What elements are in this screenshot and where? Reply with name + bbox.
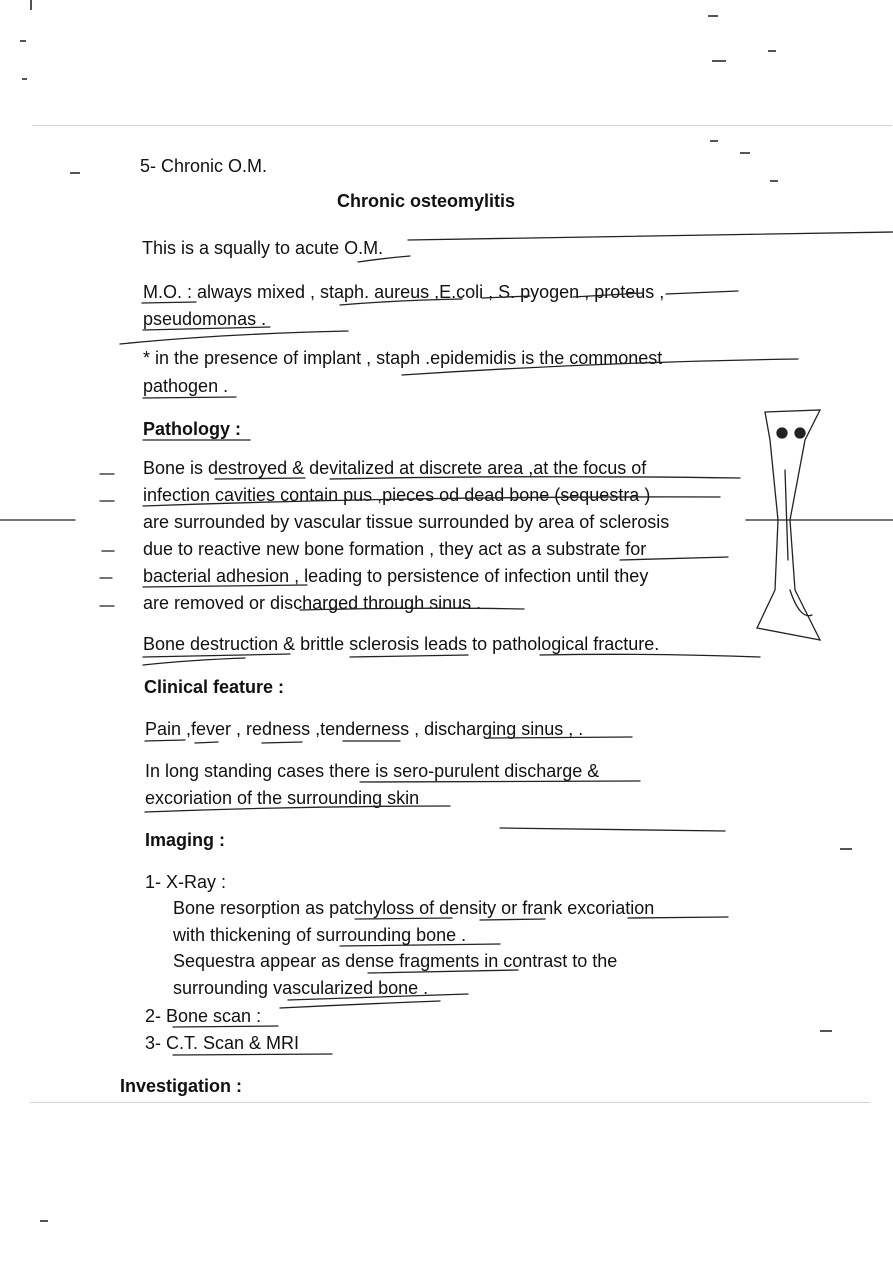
- pathology-line: are surrounded by vascular tissue surrounded by area of sclerosis: [143, 512, 670, 532]
- bone-scan-item: 2- Bone scan :: [145, 1006, 262, 1026]
- pathology-heading: Pathology :: [143, 419, 241, 439]
- symptoms-text: Pain ,fever , redness ,tenderness , discharging sinus , .: [145, 719, 584, 739]
- intro-text: This is a squally to acute O.M.: [142, 238, 384, 258]
- pathology-line: bacterial adhesion , leading to persistence of infection until they: [143, 566, 649, 586]
- long-standing-line-2: excoriation of the surrounding skin: [145, 788, 420, 808]
- ct-mri-item: 3- C.T. Scan & MRI: [145, 1033, 300, 1053]
- pathology-line: are removed or discharged through sinus .: [143, 593, 482, 613]
- mo-line-1: M.O. : always mixed , staph. aureus ,E.coli , S. pyogen , proteus ,: [143, 282, 665, 302]
- implant-line-1: * in the presence of implant , staph .epidemidis is the commonest: [143, 348, 663, 368]
- xray-line: Bone resorption as patchyloss of density or frank excoriation: [173, 898, 655, 918]
- xray-label: 1- X-Ray :: [145, 872, 227, 892]
- long-standing-line-1: In long standing cases there is sero-purulent discharge &: [145, 761, 600, 781]
- xray-line: Sequestra appear as dense fragments in contrast to the: [173, 951, 618, 971]
- imaging-heading: Imaging :: [145, 830, 225, 850]
- clinical-heading: Clinical feature :: [144, 677, 285, 697]
- pathology-line: Bone is destroyed & devitalized at discrete area ,at the focus of: [143, 458, 647, 478]
- xray-line: with thickening of surrounding bone .: [173, 925, 467, 945]
- implant-line-2: pathogen .: [143, 376, 229, 396]
- xray-line: surrounding vascularized bone .: [173, 978, 429, 998]
- investigation-heading: Investigation :: [120, 1076, 243, 1096]
- mo-line-2: pseudomonas .: [143, 309, 267, 329]
- section-label: 5- Chronic O.M.: [140, 156, 268, 176]
- fracture-text: Bone destruction & brittle sclerosis leads to pathological fracture.: [143, 634, 660, 654]
- page-title: Chronic osteomylitis: [337, 191, 516, 211]
- pathology-line: infection cavities contain pus ,pieces od dead bone (sequestra ): [143, 485, 651, 505]
- pathology-line: due to reactive new bone formation , they act as a substrate for: [143, 539, 647, 559]
